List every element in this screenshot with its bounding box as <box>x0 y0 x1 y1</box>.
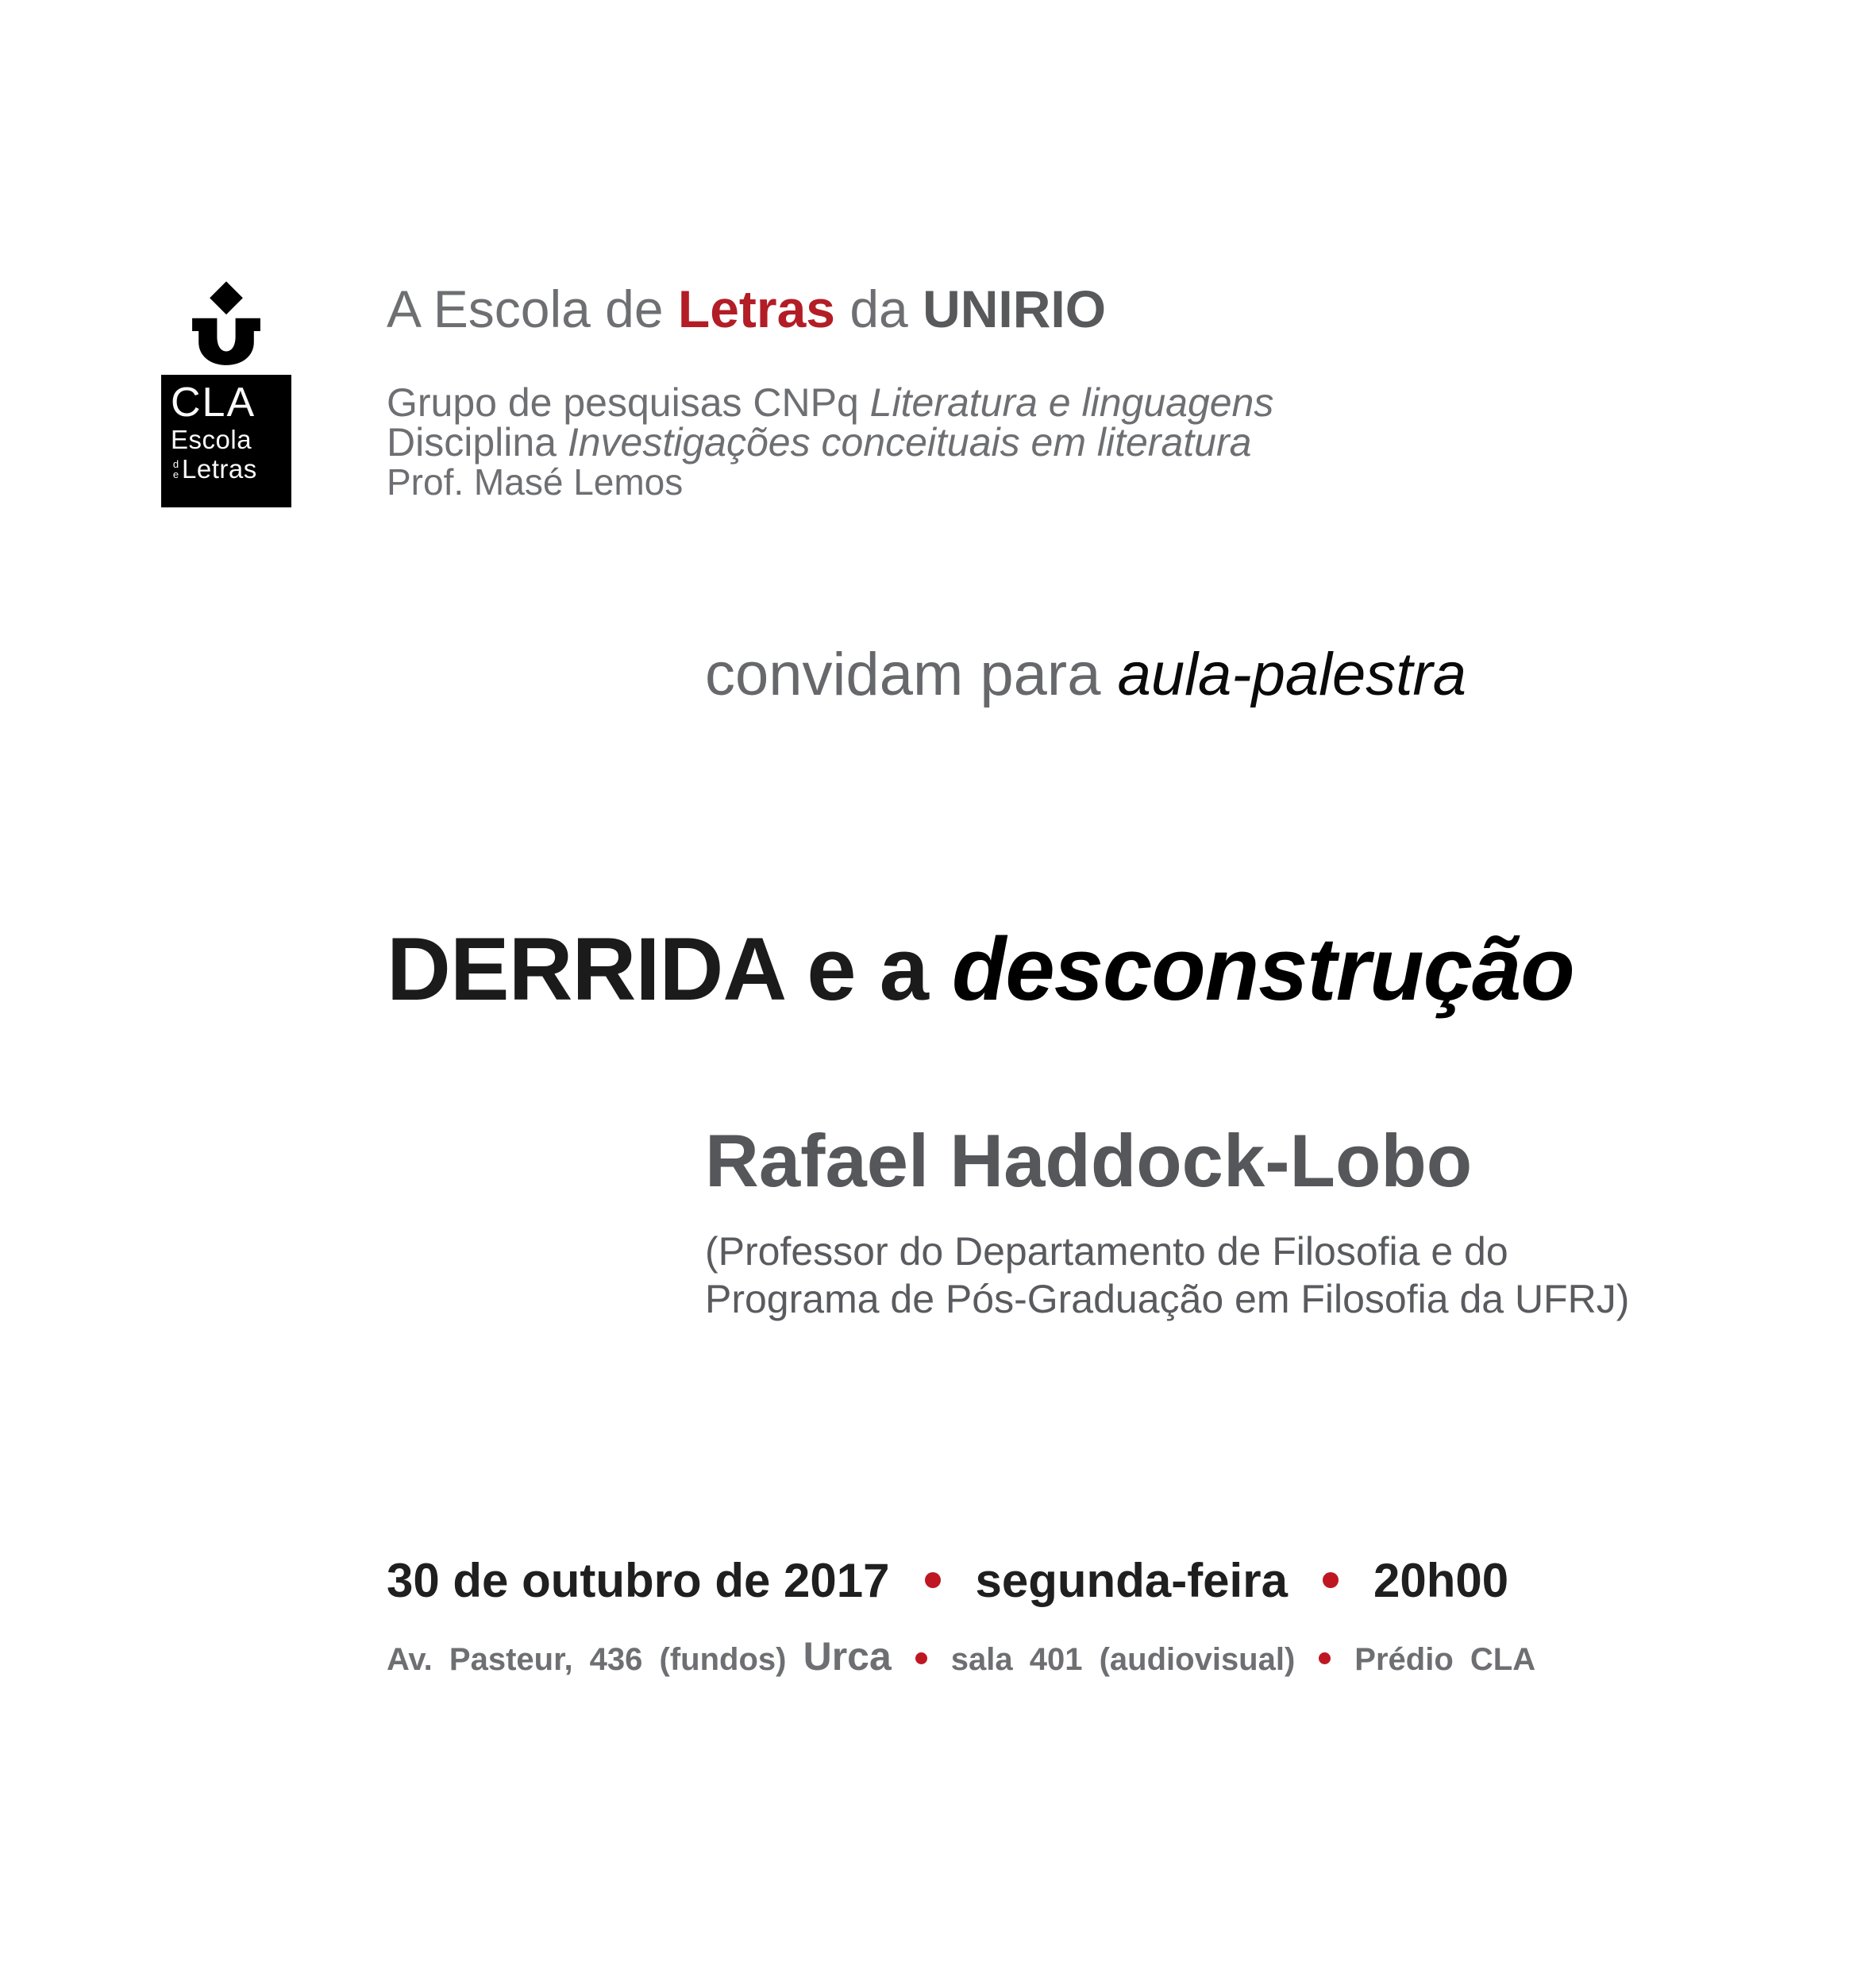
invite-line <box>705 641 1466 708</box>
unirio-u-icon <box>180 280 272 372</box>
speaker-name: Rafael Haddock-Lobo <box>705 1119 1473 1202</box>
event-time: 20h00 <box>1373 1554 1509 1607</box>
event-building: Prédio CLA <box>1354 1642 1536 1677</box>
header-professor: Prof. Masé Lemos <box>387 461 684 503</box>
logo-letras-text: Letras <box>182 453 257 484</box>
header-line1 <box>387 280 1107 338</box>
logo-cla-text: CLA <box>171 380 256 426</box>
header-line1-pre: A Escola de <box>387 280 678 338</box>
header-line3-pre: Disciplina <box>387 420 568 465</box>
header-line2 <box>387 380 1274 425</box>
speaker-role-line1: (Professor do Departamento de Filosofia e do <box>705 1229 1508 1274</box>
speaker-role <box>705 1228 1629 1323</box>
event-date-line <box>387 1554 1509 1607</box>
header-line3 <box>387 420 1273 465</box>
cla-escola-letras-block <box>161 375 291 507</box>
header-line2-italic: Literatura e linguagens <box>869 380 1274 425</box>
bullet-icon <box>1323 1572 1339 1588</box>
header-line2-pre: Grupo de pesquisas CNPq <box>387 380 870 425</box>
logo-escola-text: Escola <box>171 424 252 454</box>
bullet-icon <box>1319 1652 1331 1664</box>
lecture-title-italic: desconstrução <box>952 919 1574 1019</box>
invite-pre: convidam para <box>705 641 1118 708</box>
event-neighborhood: Urca <box>803 1634 892 1679</box>
lecture-title-pre: DERRIDA e a <box>387 919 953 1019</box>
unirio-cla-logo <box>161 276 291 507</box>
bullet-icon <box>925 1572 941 1588</box>
header-line1-unirio: UNIRIO <box>923 280 1107 338</box>
event-weekday: segunda-feira <box>975 1554 1288 1607</box>
bullet-icon <box>915 1652 927 1664</box>
unirio-symbol-box <box>161 276 291 375</box>
header-line3-italic: Investigações conceituais em literatura <box>567 420 1252 465</box>
event-room: sala 401 (audiovisual) <box>950 1642 1296 1677</box>
event-date: 30 de outubro de 2017 <box>387 1554 890 1607</box>
logo-de-letras-row <box>170 453 291 484</box>
invite-italic: aula-palestra <box>1117 641 1466 708</box>
lecture-title <box>387 919 1574 1019</box>
header-line1-letras: Letras <box>677 280 836 338</box>
logo-de-text: de <box>170 458 182 480</box>
speaker-role-line2: Programa de Pós-Graduação em Filosofia da UFRJ) <box>705 1277 1630 1321</box>
event-address-line <box>387 1634 1536 1679</box>
header-line1-mid: da <box>835 280 923 338</box>
header-sublines <box>387 380 1274 465</box>
event-address: Av. Pasteur, 436 (fundos) <box>387 1642 787 1677</box>
